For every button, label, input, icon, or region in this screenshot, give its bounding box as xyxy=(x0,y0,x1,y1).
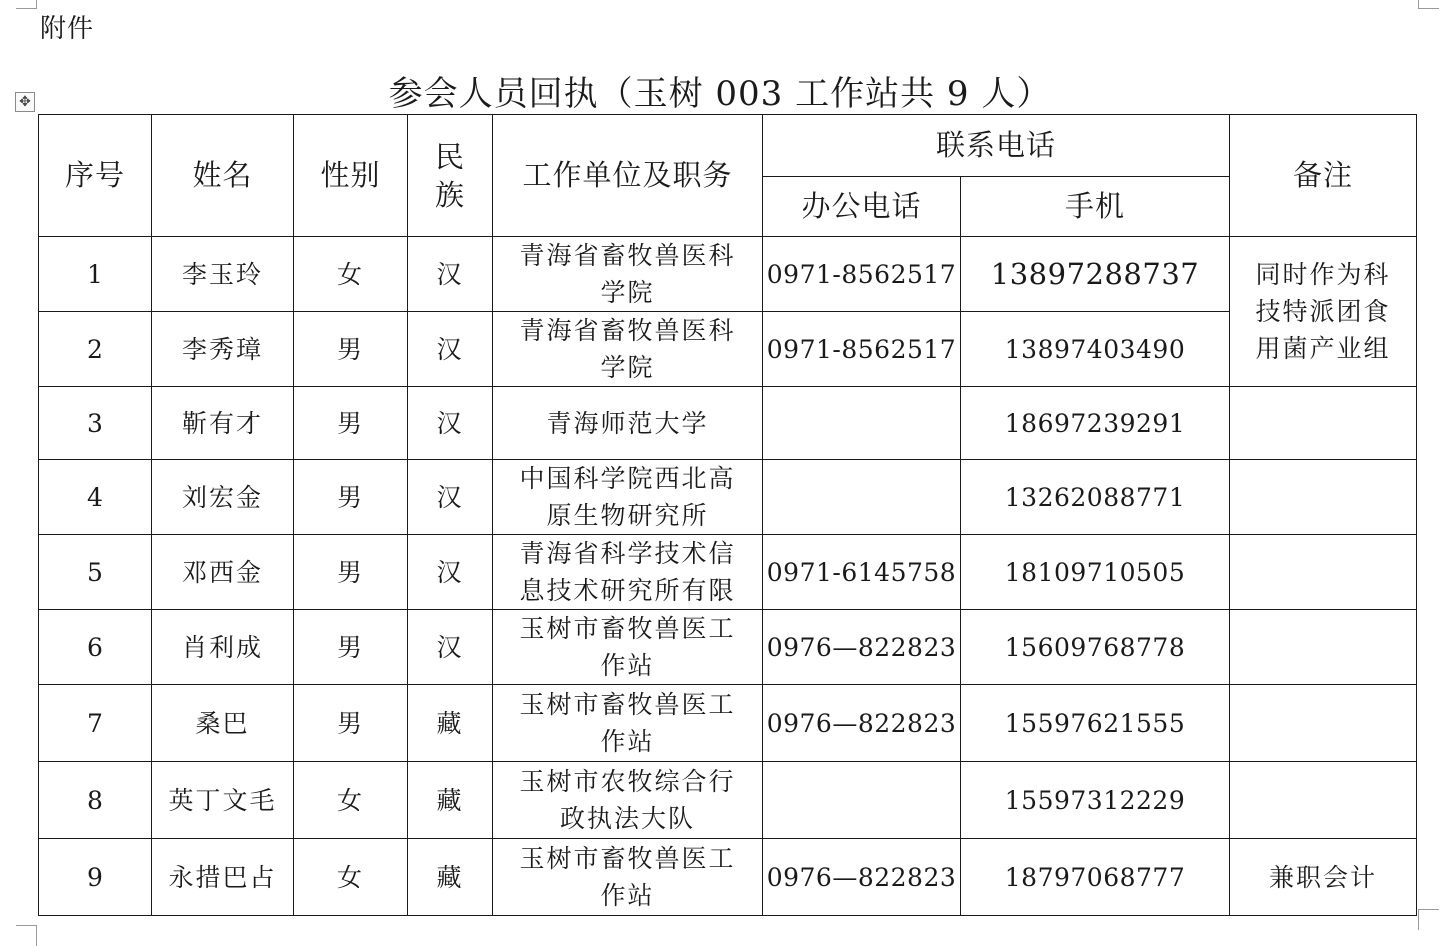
table-row xyxy=(39,387,1417,460)
cell-gender: 女 xyxy=(294,839,408,916)
cell-remarks xyxy=(1230,535,1417,610)
crop-mark-bottom-left xyxy=(16,925,37,946)
cell-remarks xyxy=(1230,762,1417,839)
table-row xyxy=(39,762,1417,839)
cell-name: 邓西金 xyxy=(152,535,294,610)
cell-office-phone: 0976—822823 xyxy=(763,685,961,762)
table-move-handle-icon[interactable]: ✥ xyxy=(15,92,35,112)
cell-remarks xyxy=(1230,610,1417,685)
cell-mobile: 15597312229 xyxy=(961,762,1230,839)
cell-mobile: 18109710505 xyxy=(961,535,1230,610)
cell-name: 李秀璋 xyxy=(152,312,294,387)
cell-unit-text: 青海省畜牧兽医科学院 xyxy=(519,241,736,307)
cell-remarks xyxy=(1230,460,1417,535)
cell-seq: 2 xyxy=(39,312,152,387)
cell-gender: 男 xyxy=(294,460,408,535)
cell-office-phone: 0971-6145758 xyxy=(763,535,961,610)
cell-mobile: 18797068777 xyxy=(961,839,1230,916)
cell-name: 刘宏金 xyxy=(152,460,294,535)
cell-remarks xyxy=(1230,387,1417,460)
cell-ethnicity: 汉 xyxy=(408,387,493,460)
header-ethnicity-label: 民族 xyxy=(434,139,465,212)
cell-office-phone: 0976—822823 xyxy=(763,839,961,916)
cell-ethnicity: 藏 xyxy=(408,762,493,839)
cell-ethnicity: 汉 xyxy=(408,460,493,535)
table-row xyxy=(39,312,1417,387)
cell-office-phone: 0976—822823 xyxy=(763,610,961,685)
cell-unit xyxy=(493,839,763,916)
cell-seq: 5 xyxy=(39,535,152,610)
header-remarks: 备注 xyxy=(1230,115,1417,237)
cell-ethnicity: 汉 xyxy=(408,237,493,312)
cell-mobile: 15609768778 xyxy=(961,610,1230,685)
cell-unit-text: 青海省科学技术信息技术研究所有限 xyxy=(519,539,736,605)
header-ethnicity xyxy=(408,115,493,237)
table-row xyxy=(39,460,1417,535)
cell-unit-text: 青海师范大学 xyxy=(546,408,709,438)
cell-gender: 女 xyxy=(294,762,408,839)
attendee-table xyxy=(38,114,1417,916)
cell-name: 永措巴占 xyxy=(152,839,294,916)
cell-unit xyxy=(493,762,763,839)
cell-name: 英丁文毛 xyxy=(152,762,294,839)
cell-seq: 1 xyxy=(39,237,152,312)
cell-ethnicity: 藏 xyxy=(408,839,493,916)
header-mobile: 手机 xyxy=(961,177,1230,237)
cell-mobile: 13262088771 xyxy=(961,460,1230,535)
cell-seq: 6 xyxy=(39,610,152,685)
crop-mark-top-left xyxy=(16,0,37,9)
table-row xyxy=(39,839,1417,916)
cell-office-phone xyxy=(763,762,961,839)
cell-gender: 男 xyxy=(294,610,408,685)
cell-office-phone xyxy=(763,387,961,460)
cell-gender: 男 xyxy=(294,685,408,762)
cell-unit-text: 玉树市畜牧兽医工作站 xyxy=(519,690,736,756)
table-row xyxy=(39,610,1417,685)
cell-gender: 男 xyxy=(294,387,408,460)
cell-gender: 女 xyxy=(294,237,408,312)
header-phone-group: 联系电话 xyxy=(763,115,1230,177)
cell-unit xyxy=(493,610,763,685)
cell-ethnicity: 汉 xyxy=(408,610,493,685)
cell-gender: 男 xyxy=(294,535,408,610)
cell-seq: 9 xyxy=(39,839,152,916)
cell-unit xyxy=(493,685,763,762)
cell-office-phone: 0971-8562517 xyxy=(763,237,961,312)
cell-remarks-merged-text: 同时作为科技特派团食用菌产业组 xyxy=(1255,260,1391,363)
header-office-phone: 办公电话 xyxy=(763,177,961,237)
crop-mark-top-right xyxy=(1418,0,1439,9)
cell-remarks: 兼职会计 xyxy=(1230,839,1417,916)
cell-ethnicity: 汉 xyxy=(408,535,493,610)
cell-unit-text: 玉树市农牧综合行政执法大队 xyxy=(519,767,736,833)
cell-office-phone xyxy=(763,460,961,535)
cell-gender: 男 xyxy=(294,312,408,387)
document-title: 参会人员回执（玉树 003 工作站共 9 人） xyxy=(388,74,1052,114)
cell-unit xyxy=(493,387,763,460)
cell-mobile: 18697239291 xyxy=(961,387,1230,460)
cell-name: 靳有才 xyxy=(152,387,294,460)
cell-seq: 7 xyxy=(39,685,152,762)
cell-name: 桑巴 xyxy=(152,685,294,762)
cell-office-phone: 0971-8562517 xyxy=(763,312,961,387)
cell-unit xyxy=(493,237,763,312)
cell-remarks xyxy=(1230,685,1417,762)
header-unit: 工作单位及职务 xyxy=(493,115,763,237)
cell-ethnicity: 汉 xyxy=(408,312,493,387)
cell-unit-text: 青海省畜牧兽医科学院 xyxy=(519,316,736,382)
cell-unit-text: 玉树市畜牧兽医工作站 xyxy=(519,614,736,680)
cell-unit-text: 中国科学院西北高原生物研究所 xyxy=(519,464,736,530)
header-gender: 性别 xyxy=(294,115,408,237)
cell-seq: 8 xyxy=(39,762,152,839)
cell-mobile: 15597621555 xyxy=(961,685,1230,762)
crop-mark-bottom-right xyxy=(1418,909,1439,930)
cell-unit xyxy=(493,312,763,387)
cell-seq: 3 xyxy=(39,387,152,460)
header-name: 姓名 xyxy=(152,115,294,237)
table-row xyxy=(39,685,1417,762)
table-row xyxy=(39,535,1417,610)
cell-remarks-merged xyxy=(1230,237,1417,387)
cell-unit xyxy=(493,460,763,535)
cell-mobile: 13897403490 xyxy=(961,312,1230,387)
cell-name: 李玉玲 xyxy=(152,237,294,312)
cell-unit xyxy=(493,535,763,610)
table-row xyxy=(39,237,1417,312)
header-seq: 序号 xyxy=(39,115,152,237)
attachment-label: 附件 xyxy=(40,14,95,44)
cell-name: 肖利成 xyxy=(152,610,294,685)
cell-mobile: 13897288737 xyxy=(961,237,1230,312)
cell-ethnicity: 藏 xyxy=(408,685,493,762)
cell-unit-text: 玉树市畜牧兽医工作站 xyxy=(519,844,736,910)
cell-seq: 4 xyxy=(39,460,152,535)
